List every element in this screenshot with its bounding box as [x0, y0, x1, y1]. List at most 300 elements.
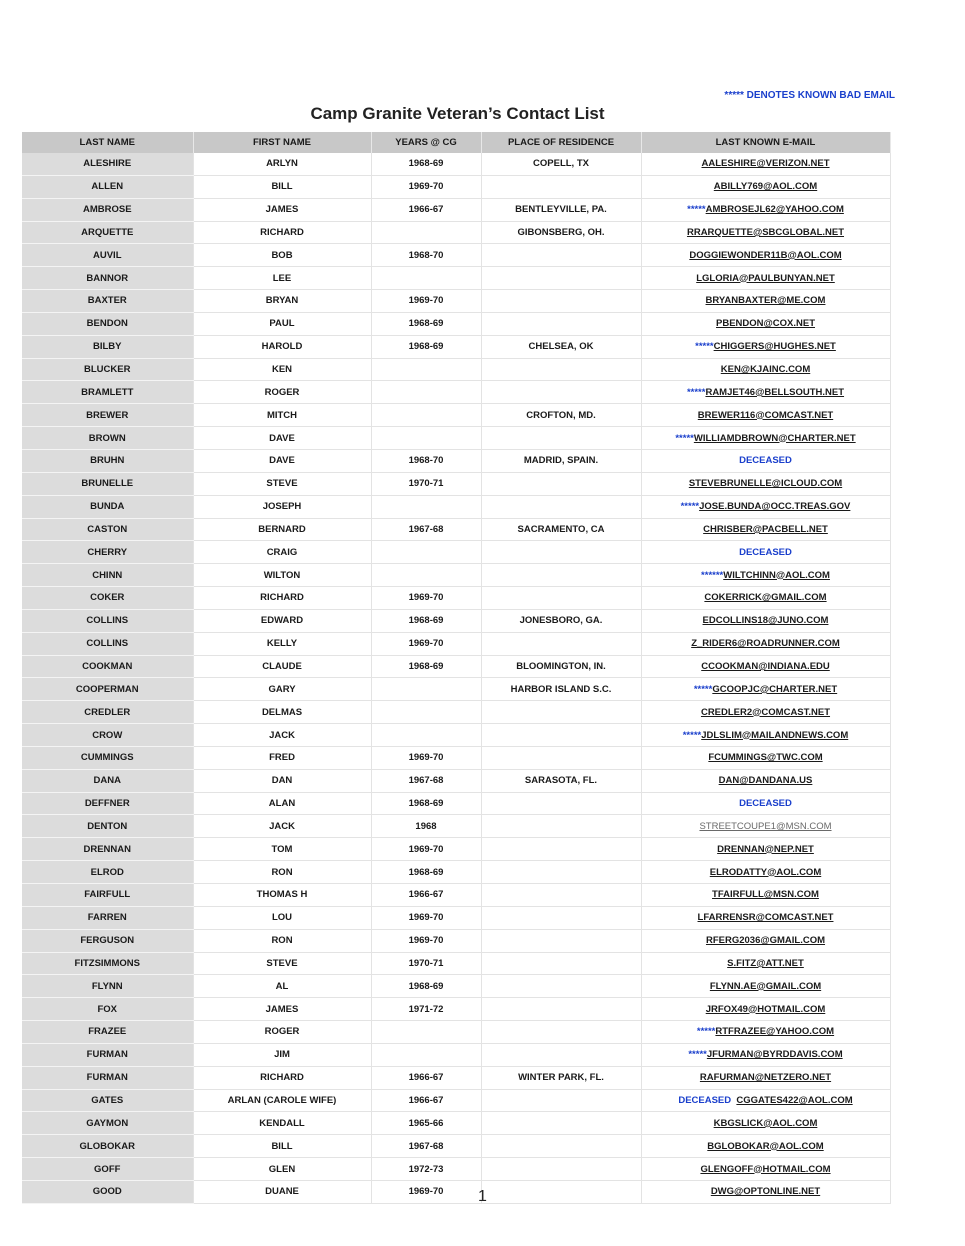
table-row [22, 541, 890, 564]
email-link[interactable]: GCOOPJC@CHARTER.NET [712, 683, 838, 695]
table-row [22, 975, 890, 998]
first-name-cell: FRED [193, 746, 371, 769]
last-name-cell: DEFFNER [22, 792, 193, 815]
residence-cell [481, 975, 641, 998]
years-cell [371, 564, 481, 587]
last-name-cell: CREDLER [22, 701, 193, 724]
email-cell [641, 815, 890, 838]
deceased-label: DECEASED [739, 546, 792, 558]
email-cell [641, 312, 890, 335]
residence-cell [481, 244, 641, 267]
table-row [22, 1043, 890, 1066]
email-cell [641, 975, 890, 998]
email-cell [641, 587, 890, 610]
last-name-cell: ARQUETTE [22, 221, 193, 244]
email-cell [641, 472, 890, 495]
last-name-cell: BANNOR [22, 267, 193, 290]
header-row [22, 132, 890, 153]
first-name-cell: AL [193, 975, 371, 998]
email-link[interactable]: RFERG2036@GMAIL.COM [705, 935, 826, 947]
last-name-cell: DANA [22, 769, 193, 792]
first-name-cell: LOU [193, 906, 371, 929]
first-name-cell: KELLY [193, 632, 371, 655]
first-name-cell: THOMAS H [193, 884, 371, 907]
table-row [22, 632, 890, 655]
email-link[interactable]: CHRISBER@PACBELL.NET [703, 523, 828, 535]
email-cell [641, 861, 890, 884]
email-link[interactable]: RRARQUETTE@SBCGLOBAL.NET [686, 226, 845, 238]
bad-email-marker: ***** [682, 729, 702, 741]
table-row [22, 1066, 890, 1089]
last-name-cell: FOX [22, 998, 193, 1021]
years-cell: 1969-70 [371, 587, 481, 610]
email-link[interactable]: BGLOBOKAR@AOL.COM [707, 1140, 824, 1152]
first-name-cell: CRAIG [193, 541, 371, 564]
email-cell [641, 906, 890, 929]
table-row [22, 564, 890, 587]
last-name-cell: FITZSIMMONS [22, 952, 193, 975]
first-name-cell: WILTON [193, 564, 371, 587]
residence-cell [481, 952, 641, 975]
years-cell [371, 427, 481, 450]
first-name-cell: DUANE [193, 1180, 371, 1203]
residence-cell [481, 358, 641, 381]
years-cell: 1968-69 [371, 312, 481, 335]
last-name-cell: AUVIL [22, 244, 193, 267]
bad-email-marker: ***** [693, 683, 713, 695]
email-cell [641, 1043, 890, 1066]
years-cell: 1966-67 [371, 1066, 481, 1089]
email-link[interactable]: LGLORIA@PAULBUNYAN.NET [696, 272, 835, 284]
email-cell [641, 655, 890, 678]
residence-cell: GIBONSBERG, OH. [481, 221, 641, 244]
email-link[interactable]: COKERRICK@GMAIL.COM [704, 592, 827, 604]
table-row [22, 609, 890, 632]
residence-cell [481, 472, 641, 495]
header-residence: PLACE OF RESIDENCE [481, 132, 641, 153]
years-cell: 1967-68 [371, 769, 481, 792]
residence-cell [481, 1043, 641, 1066]
years-cell [371, 381, 481, 404]
email-link[interactable]: S.FITZ@ATT.NET [727, 957, 804, 969]
years-cell: 1966-67 [371, 198, 481, 221]
last-name-cell: CHINN [22, 564, 193, 587]
last-name-cell: CHERRY [22, 541, 193, 564]
last-name-cell: COOKMAN [22, 655, 193, 678]
email-cell [641, 724, 890, 747]
residence-cell [481, 267, 641, 290]
table-row [22, 952, 890, 975]
table-row [22, 1089, 890, 1112]
residence-cell [481, 632, 641, 655]
last-name-cell: GATES [22, 1089, 193, 1112]
last-name-cell: GOOD [22, 1180, 193, 1203]
last-name-cell: FURMAN [22, 1066, 193, 1089]
first-name-cell: RON [193, 861, 371, 884]
email-cell [641, 495, 890, 518]
email-cell [641, 1021, 890, 1044]
years-cell: 1967-68 [371, 518, 481, 541]
bad-email-marker: ***** [695, 341, 714, 353]
years-cell: 1969-70 [371, 1180, 481, 1203]
first-name-cell: BERNARD [193, 518, 371, 541]
years-cell: 1968-69 [371, 792, 481, 815]
residence-cell [481, 815, 641, 838]
bad-email-marker: ***** [675, 432, 694, 444]
residence-cell [481, 290, 641, 313]
years-cell: 1969-70 [371, 175, 481, 198]
email-link[interactable]: AMBROSEJL62@YAHOO.COM [705, 204, 844, 216]
email-cell [641, 701, 890, 724]
years-cell: 1971-72 [371, 998, 481, 1021]
years-cell: 1968-69 [371, 335, 481, 358]
table-row [22, 861, 890, 884]
email-link[interactable]: FCUMMINGS@TWC.COM [708, 752, 823, 764]
last-name-cell: BREWER [22, 404, 193, 427]
page-title: Camp Granite Veteran’s Contact List [310, 104, 605, 123]
email-link[interactable]: WILLIAMDBROWN@CHARTER.NET [693, 432, 856, 444]
email-cell [641, 335, 890, 358]
first-name-cell: ROGER [193, 1021, 371, 1044]
email-link[interactable]: DRENNAN@NEP.NET [717, 843, 814, 855]
residence-cell: MADRID, SPAIN. [481, 449, 641, 472]
last-name-cell: BLUCKER [22, 358, 193, 381]
years-cell [371, 541, 481, 564]
table-row [22, 358, 890, 381]
last-name-cell: FARREN [22, 906, 193, 929]
table-row [22, 449, 890, 472]
email-link[interactable]: BREWER116@COMCAST.NET [697, 409, 834, 421]
email-link[interactable]: PBENDON@COX.NET [716, 318, 815, 330]
years-cell [371, 221, 481, 244]
email-link[interactable]: JRFOX49@HOTMAIL.COM [705, 1003, 826, 1015]
email-cell [641, 358, 890, 381]
email-link[interactable]: ABILLY769@AOL.COM [713, 181, 818, 193]
table-row [22, 244, 890, 267]
years-cell: 1968-69 [371, 609, 481, 632]
residence-cell [481, 312, 641, 335]
table-row [22, 198, 890, 221]
first-name-cell: DAN [193, 769, 371, 792]
table-row [22, 472, 890, 495]
email-link[interactable]: DWG@OPTONLINE.NET [710, 1186, 821, 1198]
bad-email-marker: ***** [696, 1026, 716, 1038]
email-cell [641, 427, 890, 450]
page-number: 1 [478, 1188, 487, 1205]
email-link[interactable]: KBGSLICK@AOL.COM [713, 1117, 818, 1129]
email-cell [641, 1066, 890, 1089]
table-row [22, 221, 890, 244]
residence-cell [481, 541, 641, 564]
email-link[interactable]: GLENGOFF@HOTMAIL.COM [700, 1163, 831, 1175]
first-name-cell: RICHARD [193, 1066, 371, 1089]
first-name-cell: RICHARD [193, 221, 371, 244]
years-cell [371, 267, 481, 290]
email-cell [641, 198, 890, 221]
residence-cell [481, 792, 641, 815]
table-row [22, 884, 890, 907]
email-cell [641, 952, 890, 975]
email-link[interactable]: CGGATES422@AOL.COM [736, 1095, 853, 1107]
years-cell: 1970-71 [371, 472, 481, 495]
first-name-cell: JAMES [193, 198, 371, 221]
first-name-cell: HAROLD [193, 335, 371, 358]
first-name-cell: JOSEPH [193, 495, 371, 518]
last-name-cell: CUMMINGS [22, 746, 193, 769]
first-name-cell: ALAN [193, 792, 371, 815]
years-cell: 1970-71 [371, 952, 481, 975]
first-name-cell: MITCH [193, 404, 371, 427]
first-name-cell: RICHARD [193, 587, 371, 610]
email-link[interactable]: STEVEBRUNELLE@ICLOUD.COM [688, 478, 843, 490]
table-row [22, 518, 890, 541]
email-link[interactable]: EDCOLLINS18@JUNO.COM [702, 615, 829, 627]
email-link[interactable]: CHIGGERS@HUGHES.NET [713, 341, 836, 353]
email-link[interactable]: CREDLER2@COMCAST.NET [700, 706, 831, 718]
residence-cell: COPELL, TX [481, 153, 641, 175]
email-cell [641, 609, 890, 632]
residence-cell: JONESBORO, GA. [481, 609, 641, 632]
table-row [22, 290, 890, 313]
email-link[interactable]: FLYNN.AE@GMAIL.COM [709, 980, 822, 992]
email-cell [641, 1158, 890, 1181]
last-name-cell: ALLEN [22, 175, 193, 198]
first-name-cell: GLEN [193, 1158, 371, 1181]
email-link[interactable]: DOGGIEWONDER11B@AOL.COM [689, 249, 842, 261]
first-name-cell: ARLAN (CAROLE WIFE) [193, 1089, 371, 1112]
residence-cell: BENTLEYVILLE, PA. [481, 198, 641, 221]
table-row [22, 701, 890, 724]
email-link[interactable]: STREETCOUPE1@MSN.COM [699, 820, 832, 832]
last-name-cell: BRUNELLE [22, 472, 193, 495]
first-name-cell: DAVE [193, 427, 371, 450]
email-cell [641, 632, 890, 655]
table-row [22, 175, 890, 198]
contact-table [22, 132, 891, 1204]
email-link[interactable]: Z_RIDER6@ROADRUNNER.COM [691, 638, 840, 650]
years-cell: 1968-69 [371, 655, 481, 678]
years-cell: 1968-69 [371, 153, 481, 175]
last-name-cell: FAIRFULL [22, 884, 193, 907]
years-cell: 1969-70 [371, 929, 481, 952]
email-cell [641, 929, 890, 952]
email-cell [641, 175, 890, 198]
table-row [22, 404, 890, 427]
table-row [22, 655, 890, 678]
first-name-cell: JIM [193, 1043, 371, 1066]
last-name-cell: BILBY [22, 335, 193, 358]
last-name-cell: GOFF [22, 1158, 193, 1181]
email-cell [641, 678, 890, 701]
first-name-cell: TOM [193, 838, 371, 861]
table-row [22, 381, 890, 404]
header-email: LAST KNOWN E-MAIL [641, 132, 890, 153]
email-link[interactable]: RAMJET46@BELLSOUTH.NET [705, 386, 845, 398]
email-link[interactable]: WILTCHINN@AOL.COM [723, 569, 830, 581]
last-name-cell: BROWN [22, 427, 193, 450]
residence-cell [481, 495, 641, 518]
residence-cell: SACRAMENTO, CA [481, 518, 641, 541]
residence-cell [481, 1135, 641, 1158]
years-cell: 1968-69 [371, 975, 481, 998]
first-name-cell: KENDALL [193, 1112, 371, 1135]
years-cell: 1969-70 [371, 290, 481, 313]
last-name-cell: DRENNAN [22, 838, 193, 861]
table-row [22, 724, 890, 747]
last-name-cell: BUNDA [22, 495, 193, 518]
email-link[interactable]: CCOOKMAN@INDIANA.EDU [701, 660, 830, 672]
table-row [22, 838, 890, 861]
residence-cell [481, 701, 641, 724]
table-row [22, 678, 890, 701]
bad-email-marker: ***** [686, 386, 706, 398]
last-name-cell: BAXTER [22, 290, 193, 313]
email-cell [641, 518, 890, 541]
email-link[interactable]: JFURMAN@BYRDDAVIS.COM [706, 1049, 843, 1061]
email-cell [641, 1135, 890, 1158]
last-name-cell: CROW [22, 724, 193, 747]
last-name-cell: BRUHN [22, 449, 193, 472]
first-name-cell: STEVE [193, 472, 371, 495]
years-cell: 1969-70 [371, 746, 481, 769]
years-cell: 1965-66 [371, 1112, 481, 1135]
years-cell [371, 701, 481, 724]
first-name-cell: GARY [193, 678, 371, 701]
first-name-cell: ROGER [193, 381, 371, 404]
email-cell [641, 221, 890, 244]
residence-cell [481, 929, 641, 952]
table-row [22, 929, 890, 952]
residence-cell: CROFTON, MD. [481, 404, 641, 427]
residence-cell [481, 175, 641, 198]
first-name-cell: ARLYN [193, 153, 371, 175]
first-name-cell: STEVE [193, 952, 371, 975]
first-name-cell: BILL [193, 175, 371, 198]
residence-cell: HARBOR ISLAND S.C. [481, 678, 641, 701]
first-name-cell: KEN [193, 358, 371, 381]
last-name-cell: DENTON [22, 815, 193, 838]
residence-cell [481, 564, 641, 587]
residence-cell [481, 906, 641, 929]
first-name-cell: JAMES [193, 998, 371, 1021]
last-name-cell: AMBROSE [22, 198, 193, 221]
email-cell [641, 381, 890, 404]
years-cell [371, 1043, 481, 1066]
email-link[interactable]: AALESHIRE@VERIZON.NET [701, 158, 830, 170]
email-cell [641, 290, 890, 313]
email-cell [641, 838, 890, 861]
email-link[interactable]: ELRODATTY@AOL.COM [709, 866, 822, 878]
deceased-label: DECEASED [739, 455, 792, 467]
email-link[interactable]: LFARRENSR@COMCAST.NET [697, 912, 834, 924]
last-name-cell: GAYMON [22, 1112, 193, 1135]
bad-email-marker: ***** [687, 204, 706, 216]
residence-cell [481, 1089, 641, 1112]
email-cell [641, 1112, 890, 1135]
last-name-cell: ALESHIRE [22, 153, 193, 175]
bad-email-marker: ***** [680, 501, 700, 513]
email-link[interactable]: TFAIRFULL@MSN.COM [712, 889, 819, 901]
email-link[interactable]: JOSE.BUNDA@OCC.TREAS.GOV [699, 501, 851, 513]
last-name-cell: FLYNN [22, 975, 193, 998]
first-name-cell: BOB [193, 244, 371, 267]
years-cell: 1969-70 [371, 838, 481, 861]
first-name-cell: LEE [193, 267, 371, 290]
first-name-cell: EDWARD [193, 609, 371, 632]
email-link[interactable]: KEN@KJAINC.COM [720, 364, 811, 376]
years-cell: 1966-67 [371, 884, 481, 907]
last-name-cell: FERGUSON [22, 929, 193, 952]
email-cell [641, 564, 890, 587]
email-cell [641, 884, 890, 907]
residence-cell [481, 884, 641, 907]
header-first-name: FIRST NAME [193, 132, 371, 153]
email-link[interactable]: RAFURMAN@NETZERO.NET [699, 1072, 832, 1084]
table-row [22, 427, 890, 450]
email-link[interactable]: RTFRAZEE@YAHOO.COM [715, 1026, 835, 1038]
years-cell: 1966-67 [371, 1089, 481, 1112]
last-name-cell: COKER [22, 587, 193, 610]
email-cell [641, 998, 890, 1021]
deceased-label: DECEASED [678, 1095, 732, 1107]
table-row [22, 998, 890, 1021]
years-cell: 1969-70 [371, 632, 481, 655]
residence-cell [481, 1158, 641, 1181]
table-row [22, 1112, 890, 1135]
first-name-cell: BRYAN [193, 290, 371, 313]
table-row [22, 335, 890, 358]
residence-cell: BLOOMINGTON, IN. [481, 655, 641, 678]
years-cell: 1972-73 [371, 1158, 481, 1181]
residence-cell [481, 587, 641, 610]
residence-cell [481, 724, 641, 747]
table-row [22, 1021, 890, 1044]
header-last-name: LAST NAME [22, 132, 193, 153]
first-name-cell: JACK [193, 724, 371, 747]
email-link[interactable]: BRYANBAXTER@ME.COM [705, 295, 826, 307]
residence-cell [481, 1021, 641, 1044]
last-name-cell: ELROD [22, 861, 193, 884]
last-name-cell: FRAZEE [22, 1021, 193, 1044]
residence-cell: SARASOTA, FL. [481, 769, 641, 792]
years-cell [371, 678, 481, 701]
table-row [22, 906, 890, 929]
residence-cell [481, 838, 641, 861]
email-cell [641, 1089, 890, 1112]
years-cell [371, 724, 481, 747]
bad-email-marker: ****** [701, 569, 724, 581]
last-name-cell: CASTON [22, 518, 193, 541]
residence-cell [481, 427, 641, 450]
years-cell: 1969-70 [371, 906, 481, 929]
email-link[interactable]: DAN@DANDANA.US [718, 775, 813, 787]
email-cell [641, 244, 890, 267]
email-link[interactable]: JDLSLIM@MAILANDNEWS.COM [701, 729, 849, 741]
first-name-cell: BILL [193, 1135, 371, 1158]
residence-cell: CHELSEA, OK [481, 335, 641, 358]
email-cell [641, 541, 890, 564]
last-name-cell: GLOBOKAR [22, 1135, 193, 1158]
residence-cell [481, 381, 641, 404]
table-row [22, 587, 890, 610]
table-row [22, 267, 890, 290]
last-name-cell: FURMAN [22, 1043, 193, 1066]
bad-email-marker: ***** [688, 1049, 707, 1061]
years-cell: 1968-70 [371, 449, 481, 472]
years-cell [371, 404, 481, 427]
email-cell [641, 769, 890, 792]
last-name-cell: BENDON [22, 312, 193, 335]
